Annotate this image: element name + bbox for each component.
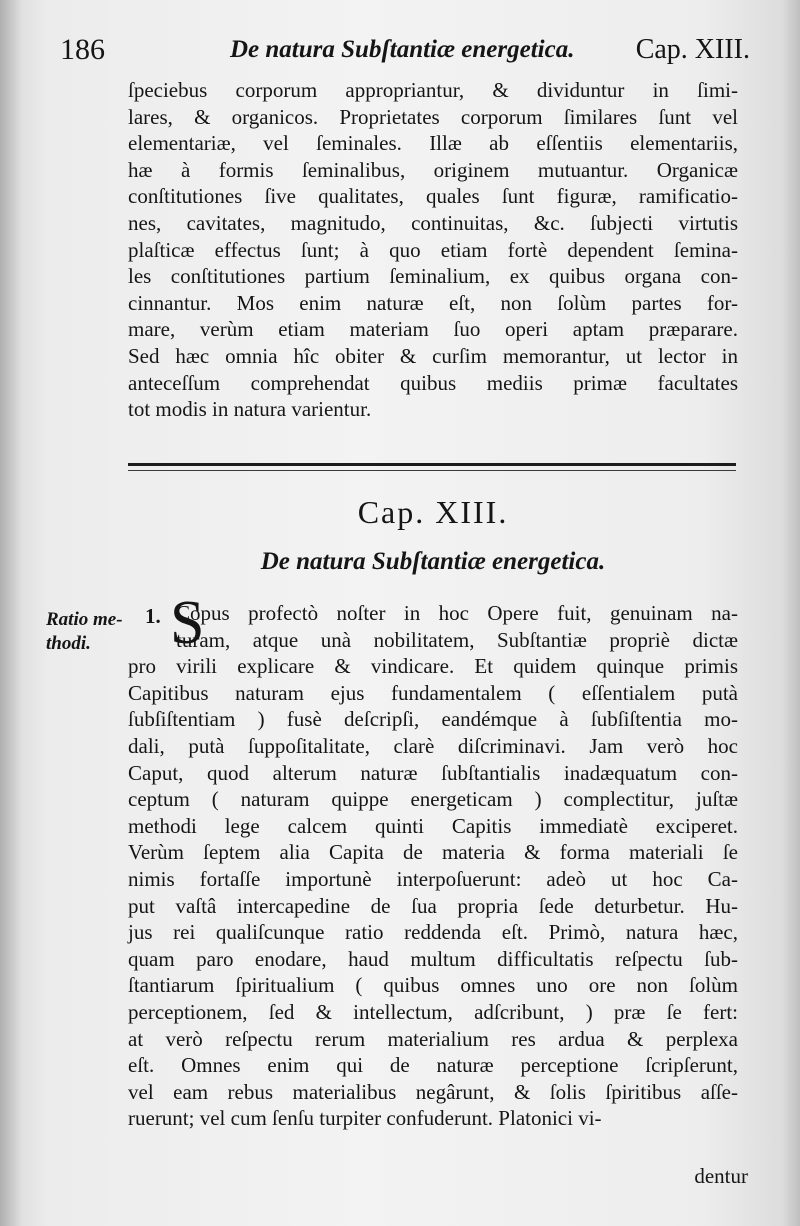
section-number: 1. bbox=[145, 604, 161, 628]
text-line: vel eam rebus materialibus negârunt, & ſolis ſpiritibus aſſe- bbox=[128, 1079, 738, 1104]
chapter-heading: Cap. XIII. bbox=[357, 494, 509, 530]
drop-capital: S bbox=[170, 589, 205, 657]
text-line: conſtitutiones ſive qualitates, quales ſunt figuræ, ramificatio- bbox=[128, 184, 738, 209]
section-rule bbox=[128, 463, 736, 466]
text-line: Caput, quod alterum naturæ ſubſtantialis inadæquatum con- bbox=[128, 760, 738, 785]
text-line: nes, cavitates, magnitudo, continuitas, &c. ſubjecti virtutis bbox=[128, 210, 738, 235]
text-line: cinnantur. Mos enim naturæ eſt, non ſolùm partes for- bbox=[128, 290, 738, 315]
text-line: Capitibus naturam ejus fundamentalem ( eſſentialem putà bbox=[128, 680, 738, 705]
gutter-shadow bbox=[0, 0, 22, 1226]
chapter-reference: Cap. XIII. bbox=[635, 34, 750, 65]
chapter-title: De natura Subſtantiæ energetica. bbox=[260, 548, 606, 575]
text-line: ceptum ( naturam quippe energeticam ) complectitur, juſtæ bbox=[128, 787, 738, 812]
text-line: quam paro enodare, haud multum difficultatis reſpectu ſub- bbox=[128, 946, 738, 971]
text-line: ſtantiarum ſpiritualium ( quibus omnes uno ore non ſolùm bbox=[128, 973, 738, 998]
text-line: Verùm ſeptem alia Capita de materia & forma materiali ſe bbox=[128, 840, 738, 865]
text-line: mare, verùm etiam materiam ſuo operi aptam præparare. bbox=[128, 317, 738, 342]
text-line: lares, & organicos. Proprietates corporum ſimilares ſunt vel bbox=[128, 104, 738, 129]
section-rule-thin bbox=[128, 470, 736, 471]
text-line: plaſticæ effectus ſunt; à quo etiam fortè dependent ſemina- bbox=[128, 237, 738, 262]
text-line: nimis fortaſſe importunè interpoſuerunt: adeò ut hoc Ca- bbox=[128, 866, 738, 891]
page-edge-shadow bbox=[782, 0, 800, 1226]
running-header bbox=[60, 30, 750, 70]
margin-note: Ratio me-thodi. bbox=[46, 609, 123, 654]
text-line: jus rei qualiſcunque ratio reddenda eſt. Primò, natura hæc, bbox=[128, 920, 738, 945]
text-line: ſpeciebus corporum appropriantur, & dividuntur in ſimi- bbox=[128, 78, 738, 102]
text-line: elementariæ, vel ſeminales. Illæ ab eſſentiis elementariis, bbox=[128, 131, 738, 156]
text-line: tot modis in natura varientur. bbox=[128, 397, 372, 422]
text-line: Copus profectò noſter in hoc Opere fuit, genuinam na- bbox=[176, 601, 738, 625]
text-line: turam, atque unà nobilitatem, Subſtantiæ propriè dictæ bbox=[176, 627, 738, 652]
text-line: Sed hæc omnia hîc obiter & curſim memorantur, ut lector in bbox=[128, 343, 738, 368]
text-line: eſt. Omnes enim qui de naturæ perceptione ſcripſerunt, bbox=[128, 1053, 738, 1078]
text-line: ruerunt; vel cum ſenſu turpiter confuderunt. Platonici vi- bbox=[128, 1106, 602, 1131]
text-line: anteceſſum comprehendat quibus mediis primæ facultates bbox=[128, 370, 738, 395]
text-line: pro virili explicare & vindicare. Et quidem quinque primis bbox=[128, 654, 738, 679]
page-number: 186 bbox=[60, 33, 105, 66]
chapter-paragraph bbox=[128, 600, 738, 1132]
running-title: De natura Subſtantiæ energetica. bbox=[230, 36, 575, 63]
text-line: at verò reſpectu rerum materialium res ardua & perplexa bbox=[128, 1026, 738, 1051]
text-line: les conſtitutiones partium ſeminalium, ex quibus organa con- bbox=[128, 264, 738, 289]
text-line: methodi lege calcem quinti Capitis immediatè exciperet. bbox=[128, 813, 738, 838]
paragraph-continued bbox=[128, 77, 738, 423]
text-line: dali, putà ſuppoſitalitate, clarè diſcriminavi. Jam verò hoc bbox=[128, 733, 738, 758]
text-line: put vaſtâ intercapedine de ſua propria ſede deturbetur. Hu- bbox=[128, 893, 738, 918]
text-line: ſubſiſtentiam ) fusè deſcripſi, eandémque à ſubſiſtentia mo- bbox=[128, 707, 738, 732]
text-line: hæ à formis ſeminalibus, originem mutuantur. Organicæ bbox=[128, 157, 738, 182]
catchword: dentur bbox=[694, 1164, 748, 1188]
text-line: perceptionem, ſed & intellectum, adſcribunt, ) præ ſe fert: bbox=[128, 999, 738, 1024]
